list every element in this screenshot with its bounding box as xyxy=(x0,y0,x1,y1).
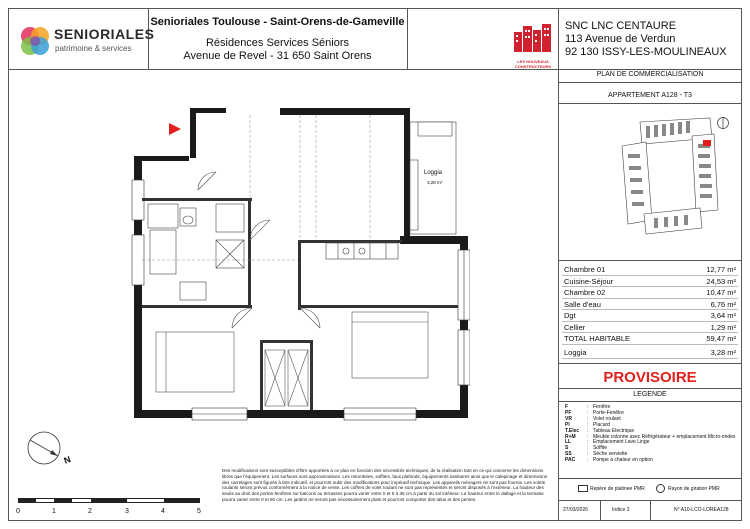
scale-tick-1: 1 xyxy=(52,508,56,515)
footer-note-1: Repère de platinee PMR xyxy=(590,486,645,492)
scale-tick-0: 0 xyxy=(16,508,20,515)
footer-sep-2 xyxy=(650,500,651,521)
north-arrow-icon xyxy=(716,116,730,130)
company-logo xyxy=(510,22,556,69)
legend-item: LL : Emplacement Lave Linge xyxy=(565,439,650,446)
area-row: Chambre 01 12,77 m² xyxy=(564,265,736,274)
legend-list xyxy=(565,405,740,464)
footer-line-top xyxy=(558,478,742,479)
brand-logo-icon xyxy=(18,24,52,58)
legend-item: PF : Porte-Fenêtre xyxy=(565,409,624,416)
area-row: Dgt 3,64 m² xyxy=(564,311,736,320)
company-logo-text: LES NOUVEAUX CONSTRUCTEURS xyxy=(514,59,552,69)
panel-line-2 xyxy=(558,82,742,83)
company-logo-icon xyxy=(510,22,556,54)
brand-tagline: patrimoine & services xyxy=(55,44,132,53)
legend-item: Pl : Placard xyxy=(565,421,610,428)
legend-item: VR : Volet roulant xyxy=(565,415,621,422)
brand-name: SENIORIALES xyxy=(54,26,155,42)
apartment-highlight xyxy=(703,140,711,146)
legend-item: PAC : Pompe à chaleur en option xyxy=(565,457,653,464)
bathroom-fixtures xyxy=(148,204,244,300)
legend-item: T.Elec : Tableau Electrique xyxy=(565,427,635,434)
giration-icon xyxy=(656,484,665,493)
loggia-label: Loggia xyxy=(424,170,443,176)
area-row: Cellier 1,29 m² xyxy=(564,322,736,332)
loggia xyxy=(410,122,456,234)
compass-icon xyxy=(24,428,64,468)
loggia-area-row: Loggia 3,28 m² xyxy=(564,348,736,357)
scale-tick-4: 4 xyxy=(161,508,165,515)
key-north-symbol xyxy=(716,116,730,136)
company-street: 113 Avenue de Verdun xyxy=(565,33,676,45)
scale-tick-3: 3 xyxy=(125,508,129,515)
placards xyxy=(265,350,308,406)
footer-date: 27/03/2026 xyxy=(563,507,589,513)
legend-item: F : Fenêtre xyxy=(565,404,611,410)
footer-sep-1 xyxy=(600,500,601,521)
plan-label: PLAN DE COMMERCIALISATION xyxy=(596,71,704,78)
panel-line-4 xyxy=(558,260,742,261)
area-row: Cuisine-Séjour 24,53 m² xyxy=(564,276,736,286)
brand-logo xyxy=(18,22,155,62)
status-stamp: PROVISOIRE xyxy=(603,369,697,386)
footer-index: Indice 2 xyxy=(612,507,630,513)
project-title: Senioriales Toulouse - Saint-Orens-de-Gameville xyxy=(150,16,405,28)
platine-icon xyxy=(578,485,588,492)
panel-line-6 xyxy=(558,388,742,389)
areas-table xyxy=(562,264,738,345)
compass-north-letter: N xyxy=(62,454,73,466)
project-subtitle: Résidences Services Séniors xyxy=(205,37,350,49)
company-city: 92 130 ISSY-LES-MOULINEAUX xyxy=(565,46,727,58)
disclaimer-text: Des modifications sont susceptibles d'être apportées à ce plan en fonction des nécessités techniques, de la réalisation tant en ce qui concerne les dimensions libres que l'équipement. Les surfaces sont approximatives. Les retombées, soffites, faux plafonds, équipements sanitaires ainsi que le calepinage et dimensions des carrelages sont figurés à titre indicatif, et pourront subir des modifications pour impératif technique. Les appareils ménagers ne sont pas fournis. Les volets roulants seront prévus conformément à la notice de vente. Les coffres de volet roulant ne sont pas représentés et seront disposés à l'extérieur. La hauteur des seuils au droit des portes-fenêtres sur balcons ou terrasses pourra varier entre 0 et 5 à 35 cm à partir du sol intérieur. La hauteur entre le dallage et la terrasse pourra varier entre 0 et 60 cm. Les jardins ne seront pas nécessairement plats et pourront comporter des talus et des pentes. xyxy=(222,468,548,502)
apartment-label: APPARTEMENT A128 - T3 xyxy=(608,92,692,99)
legend-item: R+M : Meuble colonne avec Réfrigérateur + emplacement Micro-ondes xyxy=(565,433,736,440)
scale-tick-2: 2 xyxy=(88,508,92,515)
footer-note-2: Rayon de giration PMR xyxy=(668,486,720,492)
entry-arrow-icon xyxy=(168,122,182,136)
area-row: Chambre 02 10,47 m² xyxy=(564,288,736,297)
scale-tick-5: 5 xyxy=(197,508,201,515)
panel-line-7 xyxy=(558,401,742,402)
floor-plan xyxy=(120,100,470,430)
company-name: SNC LNC CENTAURE xyxy=(565,20,677,32)
panel-line-3 xyxy=(558,103,742,104)
area-row: Salle d'eau 6,76 m² xyxy=(564,299,736,309)
scale-bar xyxy=(18,498,200,504)
legend-item: SS : Sèche serviette xyxy=(565,451,628,458)
panel-border xyxy=(558,8,559,521)
panel-line-5 xyxy=(558,363,742,364)
project-address: Avenue de Revel - 31 650 Saint Orens xyxy=(183,50,372,62)
header-divider xyxy=(8,69,558,70)
area-total-row: TOTAL HABITABLE 59,47 m² xyxy=(564,334,736,343)
panel-line-1 xyxy=(558,69,742,70)
header-sep-2 xyxy=(407,8,408,69)
footer-ref: N° A10-LCO-LOREA128 xyxy=(674,507,729,513)
legend-item: S : Soffite xyxy=(565,445,608,452)
legend-title: LEGENDE xyxy=(633,391,667,398)
loggia-area: 3,28 m² xyxy=(427,180,443,185)
kitchen-counter xyxy=(326,243,398,259)
company-address xyxy=(565,20,727,59)
